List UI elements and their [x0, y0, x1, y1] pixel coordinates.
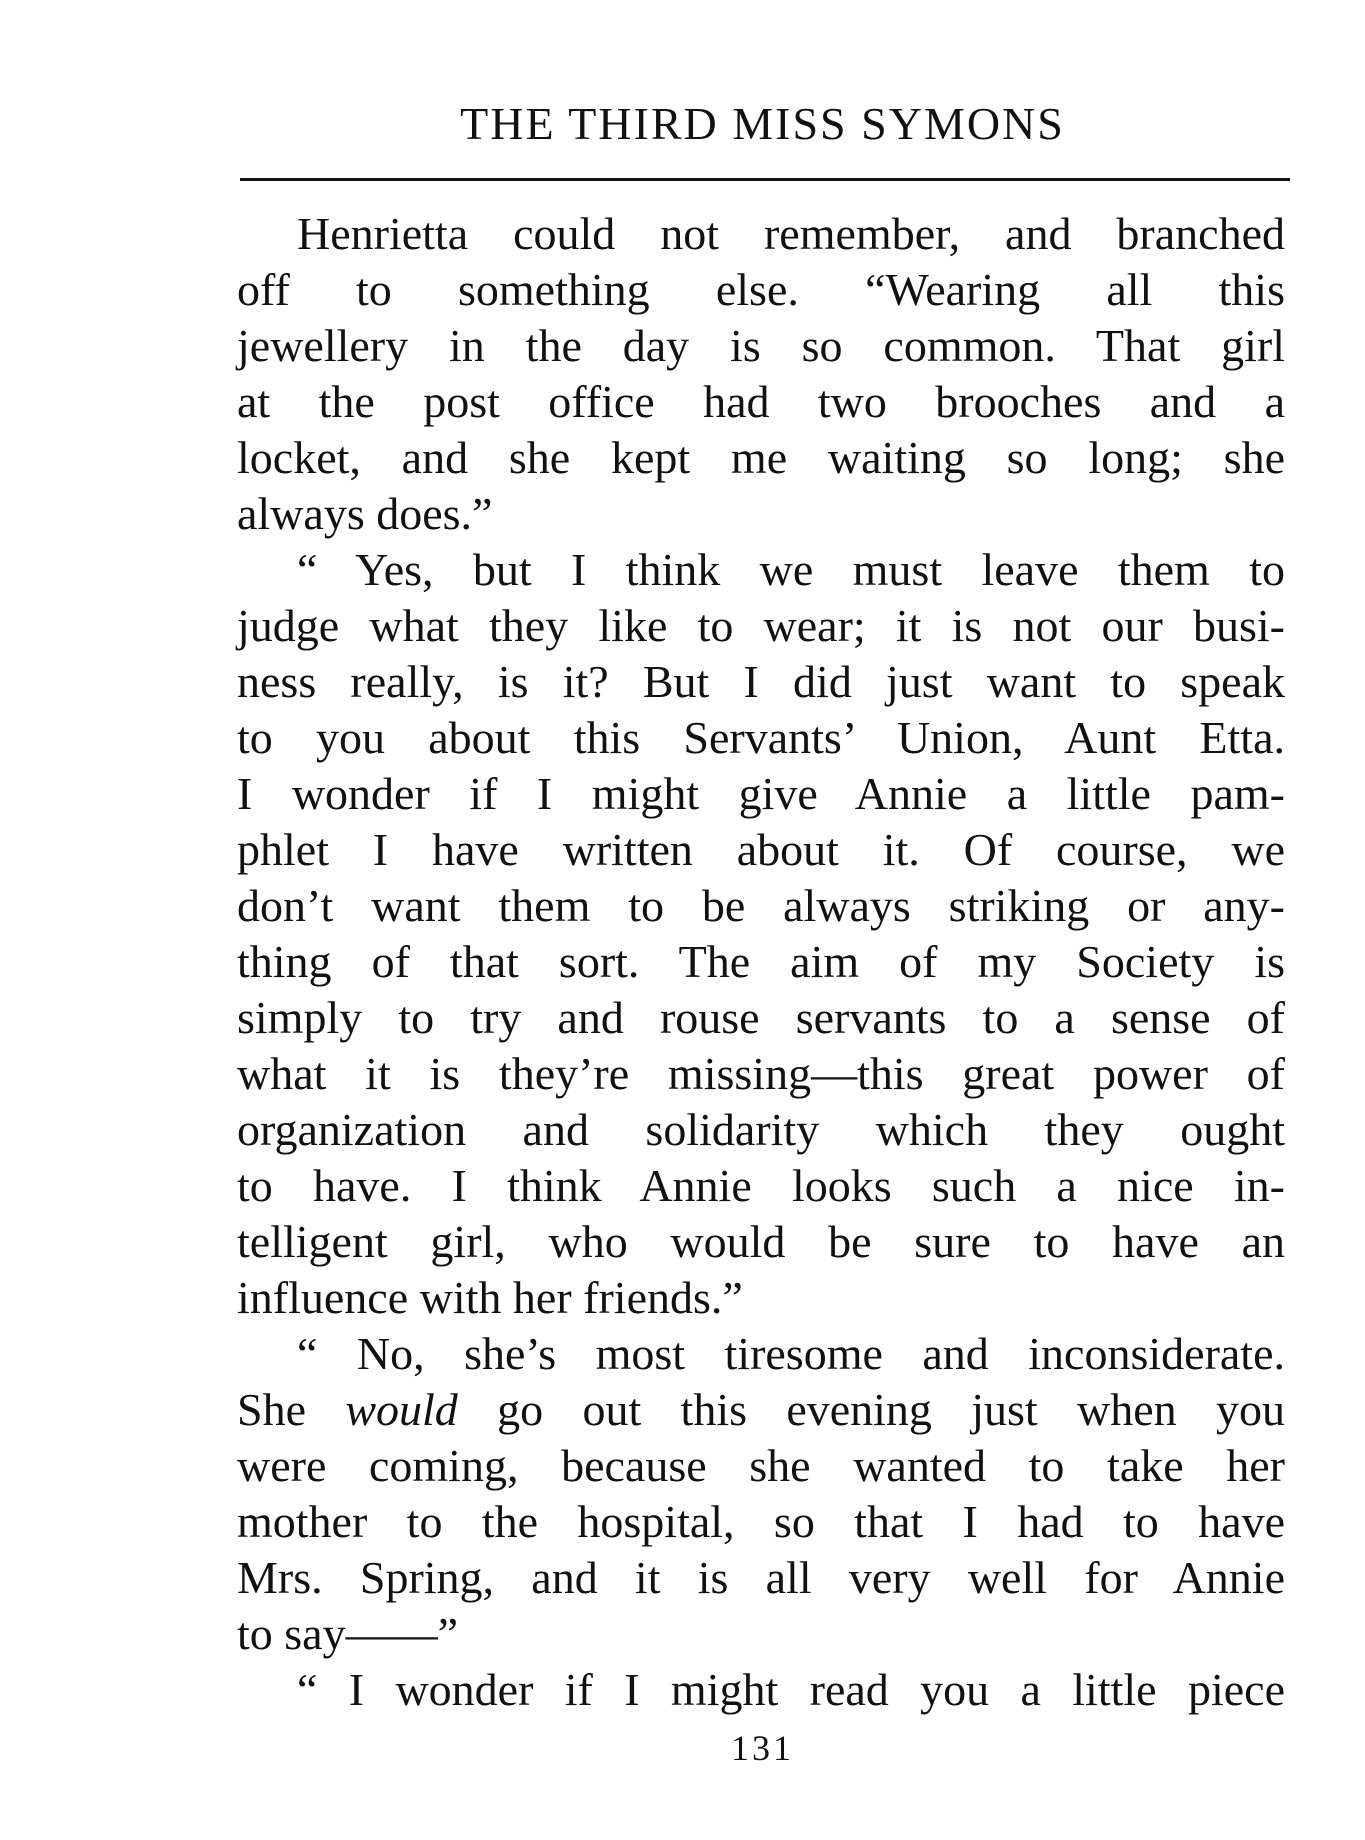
running-head: THE THIRD MISS SYMONS — [460, 98, 1065, 149]
italic-emphasis: would — [345, 1384, 458, 1435]
text-line: Henrietta could not remember, and branched — [297, 208, 1285, 259]
text-line: phlet I have written about it. Of course, we — [237, 824, 1285, 875]
text-line: Mrs. Spring, and it is all very well for Annie — [237, 1552, 1285, 1603]
text-line: always does.” — [237, 488, 493, 539]
text-line: I wonder if I might give Annie a little pam- — [237, 768, 1285, 819]
text-line: “ I wonder if I might read you a little piece — [297, 1664, 1285, 1715]
text-fragment: She — [237, 1384, 346, 1435]
text-line: off to something else. “Wearing all this — [237, 264, 1285, 315]
header-rule — [240, 178, 1290, 181]
text-line: ness really, is it? But I did just want to speak — [237, 656, 1285, 707]
text-line: don’t want them to be always striking or any- — [237, 880, 1285, 931]
text-line: to you about this Servants’ Union, Aunt Etta. — [237, 712, 1285, 763]
text-line: “ Yes, but I think we must leave them to — [297, 544, 1285, 595]
text-line: “ No, she’s most tiresome and inconsiderate. — [297, 1328, 1285, 1379]
text-line: to say——” — [237, 1608, 459, 1659]
text-line: were coming, because she wanted to take her — [237, 1440, 1285, 1491]
page-number: 131 — [731, 1728, 794, 1768]
body-text — [237, 206, 1285, 1718]
text-line: to have. I think Annie looks such a nice in- — [237, 1160, 1285, 1211]
text-line: what it is they’re missing—this great power of — [237, 1048, 1285, 1099]
text-line: thing of that sort. The aim of my Society is — [237, 936, 1285, 987]
text-line: jewellery in the day is so common. That girl — [237, 320, 1285, 371]
text-line: simply to try and rouse servants to a sense of — [237, 992, 1285, 1043]
text-line-with-italic — [237, 1382, 1285, 1438]
text-line: organization and solidarity which they ought — [237, 1104, 1285, 1155]
text-line: telligent girl, who would be sure to have an — [237, 1216, 1285, 1267]
text-line: influence with her friends.” — [237, 1272, 743, 1323]
text-line: locket, and she kept me waiting so long; she — [237, 432, 1285, 483]
text-line: judge what they like to wear; it is not our busi- — [237, 600, 1285, 651]
text-line: mother to the hospital, so that I had to have — [237, 1496, 1285, 1547]
text-fragment: go out this evening just when you — [457, 1384, 1285, 1435]
text-line: at the post office had two brooches and a — [237, 376, 1285, 427]
